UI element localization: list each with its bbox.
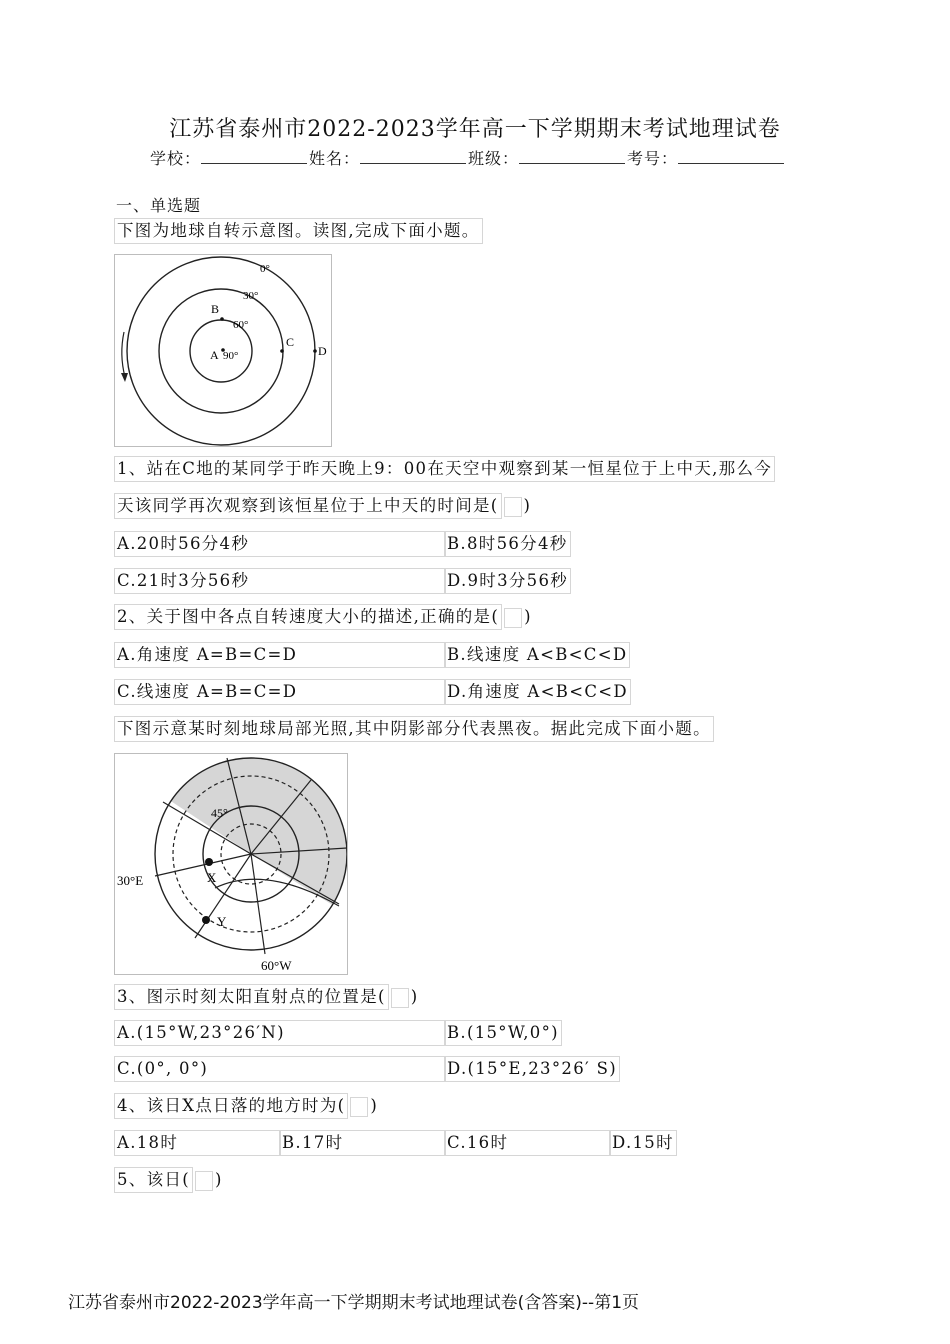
- q1-option-d[interactable]: D.9时3分56秒: [444, 568, 571, 594]
- illumination-diagram: [115, 754, 347, 974]
- q2-answer-box[interactable]: [504, 608, 522, 628]
- q2-stem-end: ): [524, 607, 532, 626]
- label-lat90: 90°: [223, 350, 239, 362]
- q3-option-c[interactable]: C.(0°, 0°): [114, 1056, 446, 1082]
- earth-rotation-figure: [114, 254, 332, 447]
- q5-stem-row: [114, 1167, 223, 1191]
- label-c: C: [286, 335, 295, 349]
- point-y: [202, 916, 210, 924]
- q2-option-c[interactable]: C.线速度 A=B=C=D: [114, 679, 446, 705]
- rotation-arrow: [122, 332, 125, 377]
- number-blank[interactable]: [678, 149, 784, 164]
- group1-intro: 下图为地球自转示意图。读图,完成下面小题。: [114, 218, 483, 244]
- label-lat30: 30°: [243, 290, 259, 302]
- label-lat45: 45°: [211, 806, 228, 820]
- q4-option-d[interactable]: D.15时: [609, 1130, 677, 1156]
- q4-stem-end: ): [370, 1096, 379, 1115]
- q2-option-a[interactable]: A.角速度 A=B=C=D: [114, 642, 446, 668]
- q3-stem-row: [114, 984, 419, 1008]
- class-label: 班级：: [468, 149, 520, 168]
- lat-30-circle: [159, 289, 283, 413]
- q4-option-c[interactable]: C.16时: [444, 1130, 611, 1156]
- label-y: Y: [217, 914, 227, 929]
- illumination-figure: [114, 753, 348, 975]
- q4-stem: 4、该日X点日落的地方时为(: [114, 1093, 348, 1119]
- number-label: 考号：: [627, 149, 679, 168]
- label-30e: 30°E: [117, 873, 144, 888]
- q4-option-a[interactable]: A.18时: [114, 1130, 281, 1156]
- exam-title: 江苏省泰州市2022-2023学年高一下学期期末考试地理试卷: [169, 117, 781, 142]
- q3-option-d[interactable]: D.(15°E,23°26′ S): [444, 1056, 620, 1082]
- q2-option-b[interactable]: B.线速度 A<B<C<D: [444, 642, 630, 668]
- q1-stem-end: ): [523, 496, 532, 515]
- student-info-row: [150, 146, 786, 169]
- q1-stem-text: 天该同学再次观察到该恒星位于上中天的时间是(: [114, 493, 502, 519]
- q5-stem: 5、该日(: [114, 1167, 193, 1193]
- name-blank[interactable]: [360, 149, 466, 164]
- point-d: [313, 349, 317, 353]
- q3-option-a[interactable]: A.(15°W,23°26′N): [114, 1020, 446, 1046]
- q1-option-c[interactable]: C.21时3分56秒: [114, 568, 446, 594]
- earth-rotation-diagram: [115, 255, 331, 446]
- q3-option-b[interactable]: B.(15°W,0°): [444, 1020, 562, 1046]
- q3-stem: 3、图示时刻太阳直射点的位置是(: [114, 984, 389, 1010]
- label-lat0: 0°: [260, 263, 270, 275]
- rotation-arrow-head: [121, 373, 128, 382]
- label-a: A: [210, 348, 219, 362]
- q1-option-a[interactable]: A.20时56分4秒: [114, 531, 446, 557]
- group2-intro: 下图示意某时刻地球局部光照,其中阴影部分代表黑夜。据此完成下面小题。: [114, 716, 714, 742]
- q1-stem-line2: [114, 493, 531, 517]
- q2-stem: 2、关于图中各点自转速度大小的描述,正确的是(: [114, 604, 502, 630]
- q4-option-b[interactable]: B.17时: [279, 1130, 446, 1156]
- q1-answer-box[interactable]: [504, 497, 522, 517]
- point-x: [205, 858, 213, 866]
- point-c: [280, 349, 284, 353]
- q3-answer-box[interactable]: [391, 988, 409, 1008]
- label-b: B: [211, 302, 220, 316]
- q3-stem-end: ): [410, 987, 419, 1006]
- q5-answer-box[interactable]: [195, 1171, 213, 1191]
- q1-option-b[interactable]: B.8时56分4秒: [444, 531, 571, 557]
- label-60w: 60°W: [261, 958, 292, 973]
- section-title: 一、单选题: [116, 196, 202, 215]
- q2-option-d[interactable]: D.角速度 A<B<C<D: [444, 679, 631, 705]
- q2-stem-row: [114, 604, 532, 628]
- name-label: 姓名：: [309, 149, 361, 168]
- q1-stem-line1: 1、站在C地的某同学于昨天晚上9：00在天空中观察到某一恒星位于上中天,那么今: [114, 456, 775, 482]
- lat-0-circle: [127, 257, 315, 445]
- label-d: D: [318, 344, 327, 358]
- q4-stem-row: [114, 1093, 378, 1117]
- q4-answer-box[interactable]: [350, 1097, 368, 1117]
- page-footer: 江苏省泰州市2022-2023学年高一下学期期末考试地理试卷(含答案)--第1页: [68, 1293, 640, 1313]
- label-lat60: 60°: [233, 319, 249, 331]
- school-blank[interactable]: [201, 149, 307, 164]
- meridian-60w: [251, 854, 265, 954]
- class-blank[interactable]: [519, 149, 625, 164]
- school-label: 学校：: [150, 149, 202, 168]
- q5-stem-end: ): [214, 1170, 223, 1189]
- point-b: [220, 317, 224, 321]
- label-x: X: [207, 870, 217, 885]
